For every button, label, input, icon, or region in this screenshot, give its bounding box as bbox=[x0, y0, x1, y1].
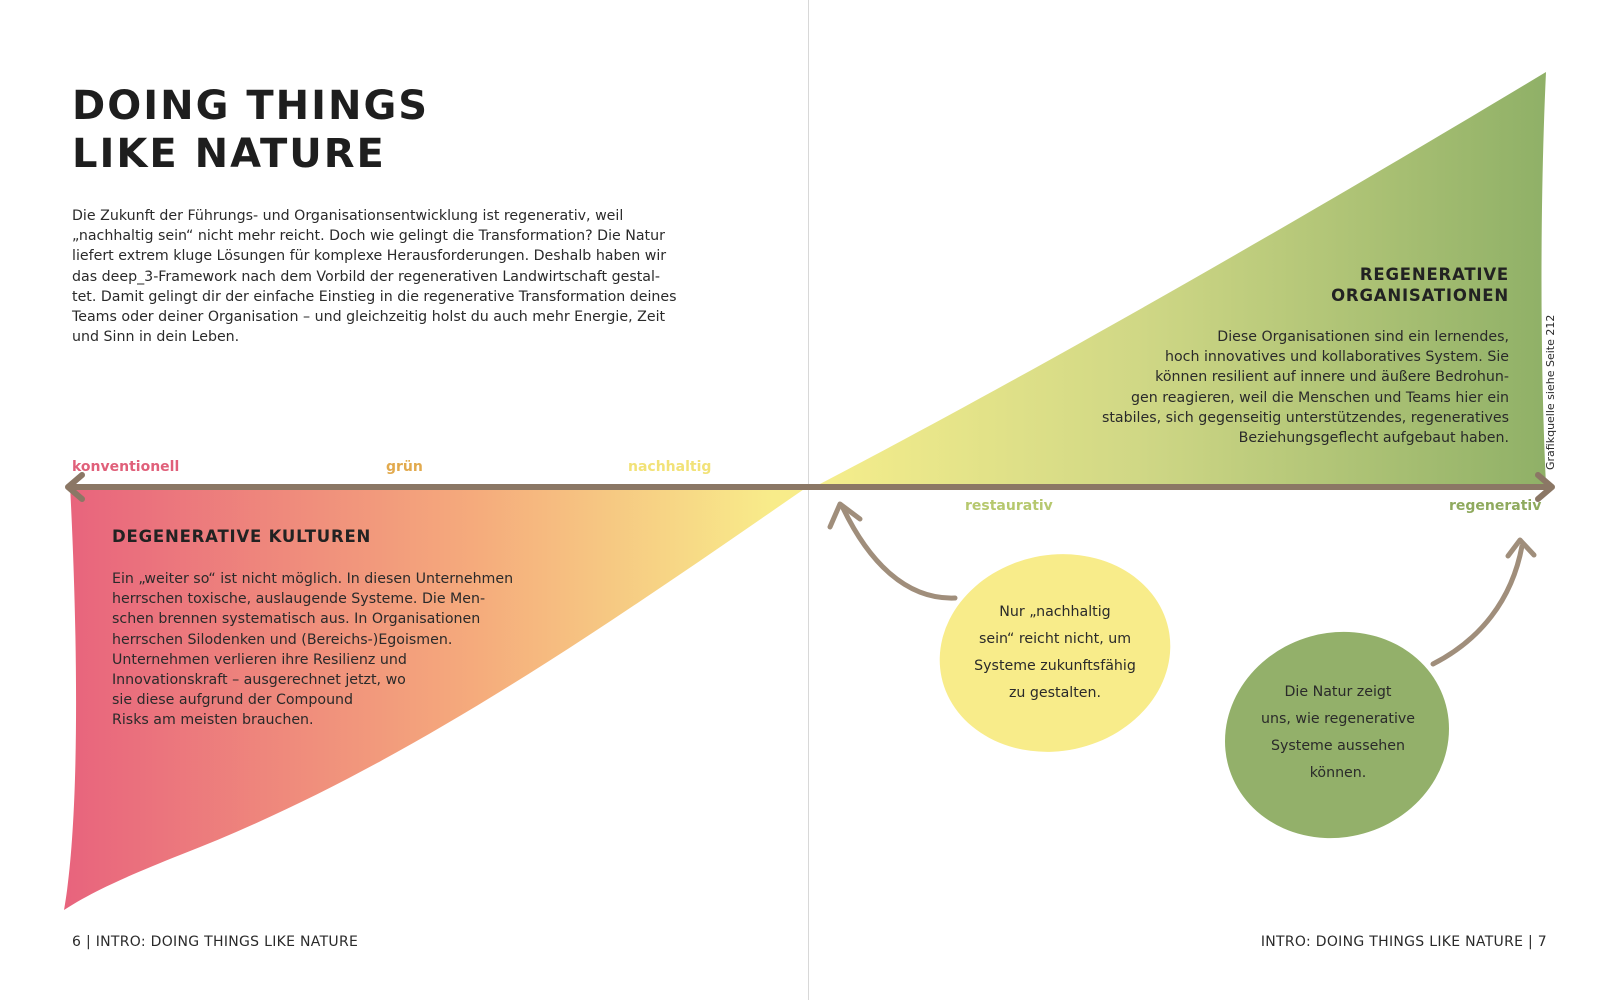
arrow-to-regenerativ bbox=[1433, 546, 1522, 664]
page-title: DOING THINGS LIKE NATURE bbox=[72, 83, 430, 177]
axis-label-gruen: grün bbox=[386, 459, 423, 475]
footer-right: INTRO: DOING THINGS LIKE NATURE | 7 bbox=[1260, 934, 1547, 950]
arrow-to-restaurativ bbox=[843, 508, 955, 598]
axis-label-restaurativ: restaurativ bbox=[965, 498, 1053, 514]
axis-label-regenerativ: regenerativ bbox=[1449, 498, 1542, 514]
source-note: Grafikquelle siehe Seite 212 bbox=[1544, 314, 1557, 470]
bubble-yellow-text: Nur „nachhaltig sein“ reicht nicht, um Systeme zukunftsfähig zu gestalten. bbox=[974, 604, 1136, 701]
regenerative-text: Diese Organisationen sind ein lernendes, hoch innovatives und kollaboratives System. Sie können resilient auf innere und äußere Bedrohun- gen reagieren, weil die Menschen und Teams hier ein stabiles, sich gegenseitig unterstützendes, regeneratives Beziehungsgeflecht aufgebaut haben. bbox=[1101, 329, 1509, 447]
axis-label-konventionell: konventionell bbox=[72, 459, 180, 475]
regenerative-heading: REGENERATIVE ORGANISATIONEN bbox=[1331, 265, 1509, 305]
bubble-green-text: Die Natur zeigt uns, wie regenerative Systeme aussehen können. bbox=[1260, 684, 1416, 781]
degenerative-text: Ein „weiter so“ ist nicht möglich. In diesen Unternehmen herrschen toxische, auslaugende Systeme. Die Men- schen brennen systematisch aus. In Organisationen herrschen Silodenken und (Bereichs-)Egoismen. Unternehmen verlieren ihre Resilienz und Innovationskraft – ausgerechnet jetzt, wo sie diese aufgrund der Compound Risks am meisten brauchen. bbox=[112, 571, 514, 729]
degenerative-heading: DEGENERATIVE KULTUREN bbox=[112, 527, 372, 546]
intro-paragraph: Die Zukunft der Führungs- und Organisationsentwicklung ist regenerativ, weil „nachhaltig sein“ nicht mehr reicht. Doch wie gelingt die Transformation? Die Natur liefert extrem kluge Lösungen für komplexe Herausforderungen. Deshalb haben wir das deep_3-Framework nach dem Vorbild der regenerativen Landwirtschaft gestal- tet. Damit gelingt dir der einfache Einstieg in die regenerative Transformation deines Teams oder deiner Organisation – und gleichzeitig holst du auch mehr Energie, Zeit und Sinn in dein Leben. bbox=[72, 208, 677, 346]
axis-label-nachhaltig: nachhaltig bbox=[628, 459, 712, 475]
footer-left: 6 | INTRO: DOING THINGS LIKE NATURE bbox=[72, 934, 359, 950]
